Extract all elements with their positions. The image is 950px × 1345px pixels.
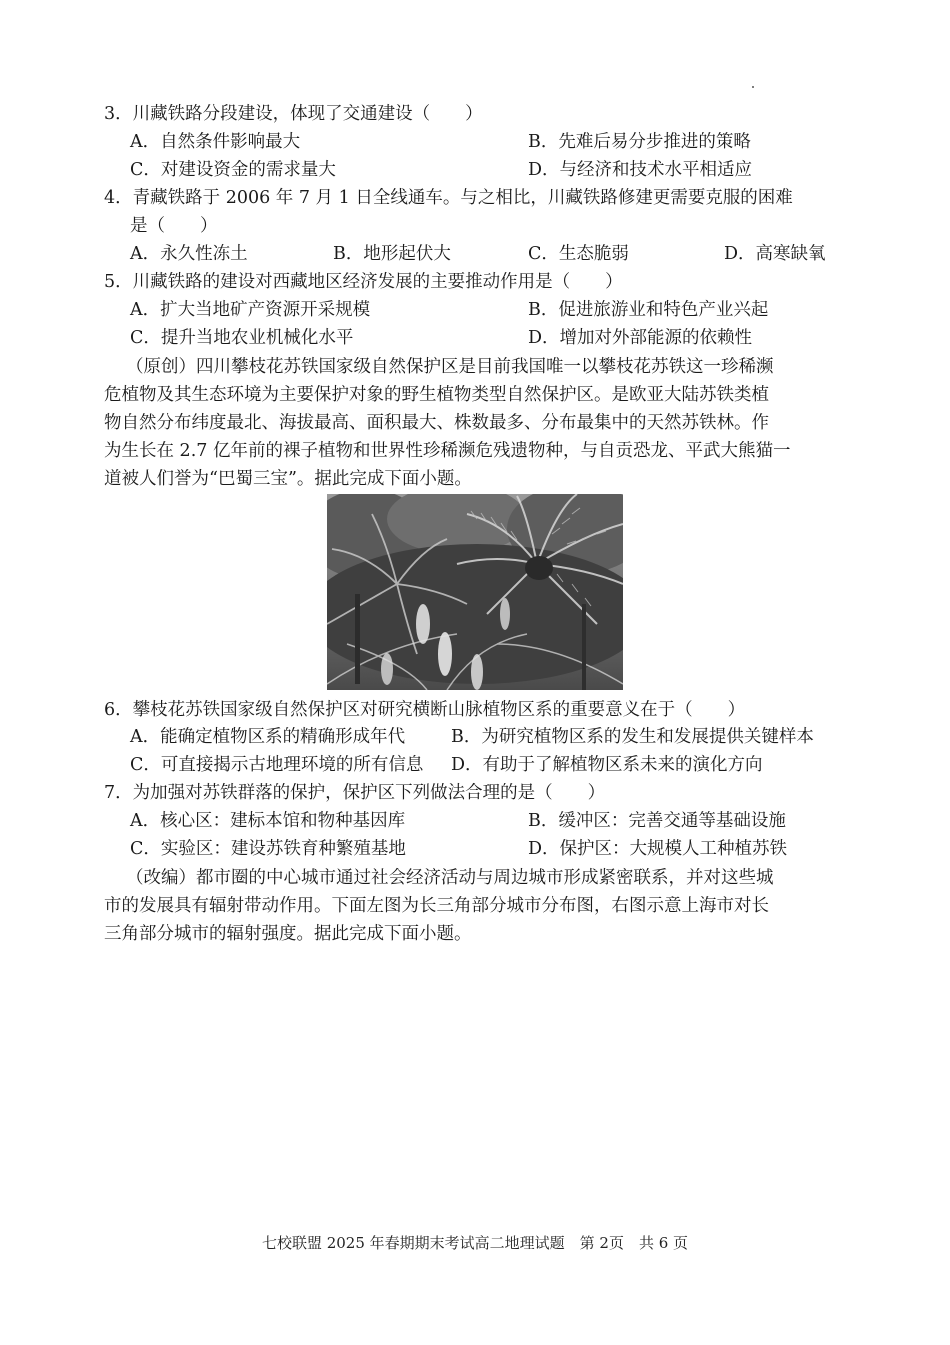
question-4-option-d: D．高寒缺氧 [724,244,826,264]
question-7-option-b: B．缓冲区：完善交通等基础设施 [528,811,786,831]
passage-cycad-line-4: 为生长在 2.7 亿年前的裸子植物和世界性珍稀濒危残遗物种，与自贡恐龙、平武大熊猫一 [104,441,791,461]
passage-metro-line-2: 市的发展具有辐射带动作用。下面左图为长三角部分城市分布图，右图示意上海市对长 [104,896,769,916]
question-4-stem-continued: 是（ ） [130,216,218,236]
passage-cycad-line-5: 道被人们誉为“巴蜀三宝”。据此完成下面小题。 [104,469,472,489]
question-5-option-a: A．扩大当地矿产资源开采规模 [130,300,371,320]
question-6-option-c: C．可直接揭示古地理环境的所有信息 [130,755,424,775]
question-3-option-b: B．先难后易分步推进的策略 [528,132,751,152]
passage-cycad-line-1: （原创）四川攀枝花苏铁国家级自然保护区是目前我国唯一以攀枝花苏铁这一珍稀濒 [126,357,774,377]
question-7-option-d: D．保护区：大规模人工种植苏铁 [528,839,788,859]
cycad-forest-photo [327,494,623,690]
question-3-option-d: D．与经济和技术水平相适应 [528,160,753,180]
question-6-stem: 6．攀枝花苏铁国家级自然保护区对研究横断山脉植物区系的重要意义在于（ ） [104,700,746,720]
question-3-stem: 3．川藏铁路分段建设，体现了交通建设（ ） [104,104,483,124]
question-5-option-c: C．提升当地农业机械化水平 [130,328,354,348]
page-footer: 七校联盟 2025 年春期期末考试高二地理试题 第 2页 共 6 页 [261,1234,689,1252]
question-4-option-a: A．永久性冻土 [130,244,248,264]
scan-speck [752,86,754,88]
question-7-option-c: C．实验区：建设苏铁育种繁殖基地 [130,839,406,859]
question-7-option-a: A．核心区：建标本馆和物种基因库 [130,811,406,831]
question-5-option-d: D．增加对外部能源的依赖性 [528,328,753,348]
passage-metro-line-1: （改编）都市圈的中心城市通过社会经济活动与周边城市形成紧密联系，并对这些城 [126,868,774,888]
passage-metro-line-3: 三角部分城市的辐射强度。据此完成下面小题。 [104,924,472,944]
passage-cycad-line-3: 物自然分布纬度最北、海拔最高、面积最大、株数最多、分布最集中的天然苏铁林。作 [104,413,769,433]
question-3-option-a: A．自然条件影响最大 [130,132,301,152]
passage-cycad-line-2: 危植物及其生态环境为主要保护对象的野生植物类型自然保护区。是欧亚大陆苏铁类植 [104,385,769,405]
question-7-stem: 7．为加强对苏铁群落的保护，保护区下列做法合理的是（ ） [104,783,606,803]
question-3-option-c: C．对建设资金的需求量大 [130,160,336,180]
question-5-option-b: B．促进旅游业和特色产业兴起 [528,300,769,320]
question-6-option-a: A．能确定植物区系的精确形成年代 [130,727,406,747]
question-6-option-b: B．为研究植物区系的发生和发展提供关键样本 [451,727,814,747]
question-4-option-b: B．地形起伏大 [333,244,451,264]
question-4-stem: 4．青藏铁路于 2006 年 7 月 1 日全线通车。与之相比，川藏铁路修建更需要克服的困难 [104,188,793,208]
question-6-option-d: D．有助于了解植物区系未来的演化方向 [451,755,763,775]
question-5-stem: 5．川藏铁路的建设对西藏地区经济发展的主要推动作用是（ ） [104,272,623,292]
question-4-option-c: C．生态脆弱 [528,244,629,264]
